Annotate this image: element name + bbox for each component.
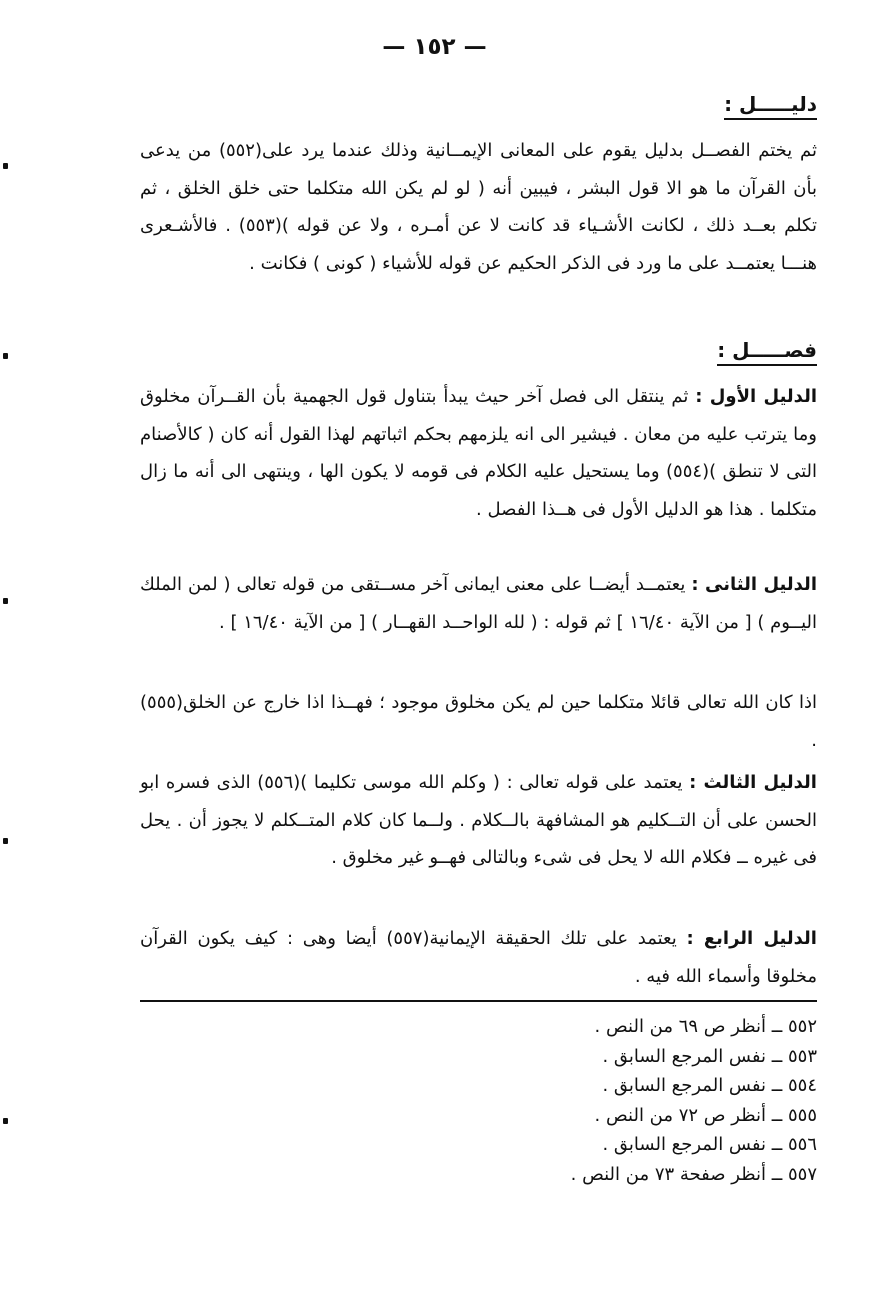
scan-mark [3, 838, 8, 844]
paragraph-1: ثم يختم الفصــل بدليل يقوم على المعانى الإيمــانية وذلك عندما يرد على(٥٥٢) من يدعى بأن القرآن ما هو الا قول البشر ، فيبين أنه ( لو لم يكن الله متكلما حتى خلق الخلق ، ثم تكلم بعــد ذلك ، لكانت الأشـياء قد كانت لا عن أمـره ، ولا عن قوله )(٥٥٣) . فالأشـعرى هنـــا يعتمــد على ما ورد فى الذكر الحكيم عن قوله للأشياء ( كونى ) فكانت . [140, 140, 818, 274]
footnotes [571, 1012, 817, 1189]
label-second-proof: الدليل الثانى : [691, 574, 817, 595]
label-third-proof: الدليل الثالث : [689, 772, 817, 793]
paragraph-first-proof [140, 378, 817, 528]
scan-mark [3, 353, 8, 359]
scan-mark [3, 598, 8, 604]
footnote-divider [140, 1000, 817, 1002]
page-number: — ١٥٢ — [382, 34, 487, 60]
paragraph-fourth-proof [140, 920, 817, 995]
text-fourth-proof: يعتمد على تلك الحقيقة الإيمانية(٥٥٧) أيضا وهى : كيف يكون القرآن مخلوقا وأسماء الله فيه . [140, 928, 817, 987]
footnote-552: ٥٥٢ ــ أنظر ص ٦٩ من النص . [594, 1016, 817, 1037]
footnote-556: ٥٥٦ ــ نفس المرجع السابق . [602, 1134, 817, 1155]
heading-proof [724, 92, 817, 120]
footnote-555: ٥٥٥ ــ أنظر ص ٧٢ من النص . [594, 1104, 817, 1126]
heading-chapter-text: فصـــــل : [717, 338, 817, 366]
footnote-554: ٥٥٤ ــ نفس المرجع السابق . [602, 1075, 817, 1096]
text-third-proof: يعتمد على قوله تعالى : ( وكلم الله موسى تكليما )(٥٥٦) الذى فسره ابو الحسن على أن التــكليم هو المشافهة بالــكلام . ولــما كان كلام المتــكلم لا يجوز أن . يحل فى غيره ــ فكلام الله لا يحل فى شىء وبالتالى فهــو غير مخلوق . [140, 772, 817, 868]
paragraph-second-proof [140, 566, 817, 641]
text-first-proof: ثم ينتقل الى فصل آخر حيث يبدأ بتناول قول الجهمية بأن القــرآن مخلوق وما يترتب عليه من معان . فيشير الى انه يلزمهم بحكم اثباتهم لهذا القول أنه كان ( كالأصنام التى لا تنطق )(٥٥٤) وما يستحيل عليه الكلام فى قومه لا يكون الها ، وينتهى الى أنه ما زال متكلما . هذا هو الدليل الأول فى هــذا الفصل . [140, 386, 817, 520]
label-first-proof: الدليل الأول : [695, 386, 817, 407]
heading-chapter [717, 338, 817, 366]
heading-proof-text: دليـــــل : [724, 92, 817, 120]
label-fourth-proof: الدليل الرابع : [686, 928, 817, 949]
text-second-proof: يعتمــد أيضــا على معنى ايمانى آخر مســتقى من قوله تعالى ( لمن الملك اليــوم ) [ من الآية ١٦/٤٠ ] ثم قوله : ( لله الواحــد القهــار ) [ من الآية ١٦/٤٠ ] . [140, 574, 817, 633]
footnote-553: ٥٥٣ ــ نفس المرجع السابق . [602, 1045, 817, 1067]
paragraph-4: اذا كان الله تعالى قائلا متكلما حين لم يكن مخلوق موجود ؛ فهــذا اذا خارج عن الخلق(٥٥٥) . [140, 692, 817, 751]
scan-mark [3, 163, 8, 169]
footnote-557: ٥٥٧ ــ أنظر صفحة ٧٣ من النص . [570, 1163, 817, 1185]
scan-mark [3, 1118, 8, 1124]
paragraph-third-proof [140, 764, 817, 877]
